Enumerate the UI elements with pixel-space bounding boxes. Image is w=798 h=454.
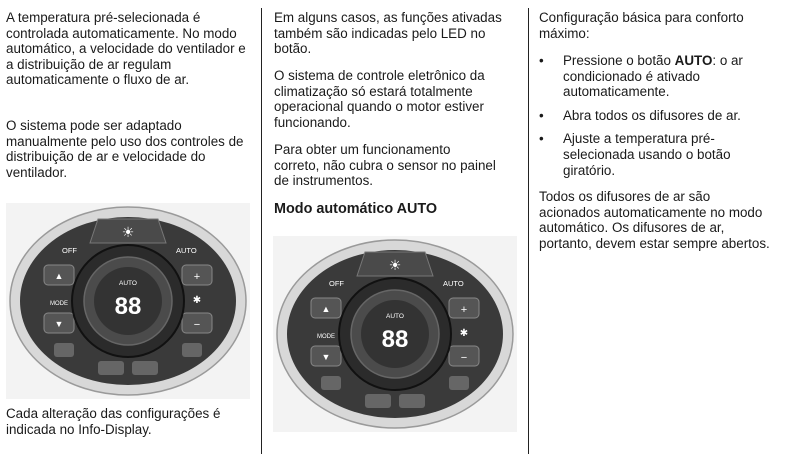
airflow-button[interactable] <box>399 394 425 408</box>
list-item-text: Abra todos os difusores de ar. <box>563 107 741 123</box>
bullet: • <box>539 131 544 147</box>
list-item-text: Ajuste a temperatura pré-selecionada usando o botão giratório. <box>563 131 731 178</box>
mode-label: MODE <box>317 334 335 340</box>
instruction-list <box>539 53 779 178</box>
recirculation-button[interactable] <box>321 376 341 390</box>
display-auto-text: AUTO <box>119 280 137 287</box>
off-label: OFF <box>62 246 77 255</box>
climate-panel-figure <box>6 203 250 399</box>
minus-icon: − <box>193 319 201 331</box>
fan-icon: ✱ <box>459 328 469 339</box>
paragraph: O sistema de controle eletrônico da climatização só estará totalmente operacional quando o motor estiver funcionando. <box>274 68 485 130</box>
list-item-text: : o ar condicionado é ativado automaticamente. <box>563 53 743 100</box>
climate-panel-illustration <box>273 236 517 432</box>
airflow-button[interactable] <box>132 361 158 375</box>
bullet: • <box>539 107 544 123</box>
column-divider-right <box>528 8 529 454</box>
airflow-button[interactable] <box>98 361 124 375</box>
auto-label: AUTO <box>176 246 197 255</box>
fan-icon: ✱ <box>192 295 202 306</box>
display-auto-text: AUTO <box>386 313 404 320</box>
list-item <box>539 108 779 124</box>
off-label: OFF <box>329 279 344 288</box>
paragraph: Todos os difusores de ar são acionados automaticamente no modo automático. Os difusores de ar, portanto, devem estar sempre abertos. <box>539 189 770 251</box>
mode-label: MODE <box>50 301 68 307</box>
paragraph: Para obter um funcionamento correto, não cubra o sensor no painel de instrumentos. <box>274 142 496 189</box>
down-arrow-icon: ▼ <box>321 352 331 362</box>
auto-keyword: AUTO <box>674 53 713 68</box>
paragraph: A temperatura pré-selecionada é controlada automaticamente. No modo automático, a velocidade do ventilador e a distribuição de ar regulam automaticamente o fluxo de ar. <box>6 10 246 88</box>
list-item <box>539 131 779 178</box>
paragraph: Em alguns casos, as funções ativadas também são indicadas pelo LED no botão. <box>274 10 502 57</box>
recirculation-button[interactable] <box>54 343 74 357</box>
rear-defrost-button[interactable] <box>449 376 469 390</box>
climate-panel-figure <box>273 236 517 432</box>
column-divider-left <box>261 8 262 454</box>
display-digits: 88 <box>381 326 409 353</box>
plus-icon: + <box>460 304 468 316</box>
sun-icon: ☀ <box>121 224 135 240</box>
up-arrow-icon: ▲ <box>54 271 64 281</box>
climate-panel-illustration <box>6 203 250 399</box>
paragraph: O sistema pode ser adaptado manualmente pelo uso dos controles de distribuição de ar e velocidade do ventilador. <box>6 118 244 180</box>
list-item-text: Pressione o botão <box>563 53 675 68</box>
auto-label: AUTO <box>443 279 464 288</box>
rear-defrost-button[interactable] <box>182 343 202 357</box>
plus-icon: + <box>193 271 201 283</box>
airflow-button[interactable] <box>365 394 391 408</box>
bullet: • <box>539 53 544 68</box>
list-item <box>539 53 779 100</box>
up-arrow-icon: ▲ <box>321 304 331 314</box>
paragraph: Configuração básica para conforto máximo: <box>539 10 744 41</box>
minus-icon: − <box>460 352 468 364</box>
figure-caption: Cada alteração das configurações é indicada no Info-Display. <box>6 406 221 437</box>
display-digits: 88 <box>114 293 142 320</box>
sun-icon: ☀ <box>388 257 402 273</box>
section-heading: Modo automático AUTO <box>274 201 438 217</box>
down-arrow-icon: ▼ <box>54 319 64 329</box>
